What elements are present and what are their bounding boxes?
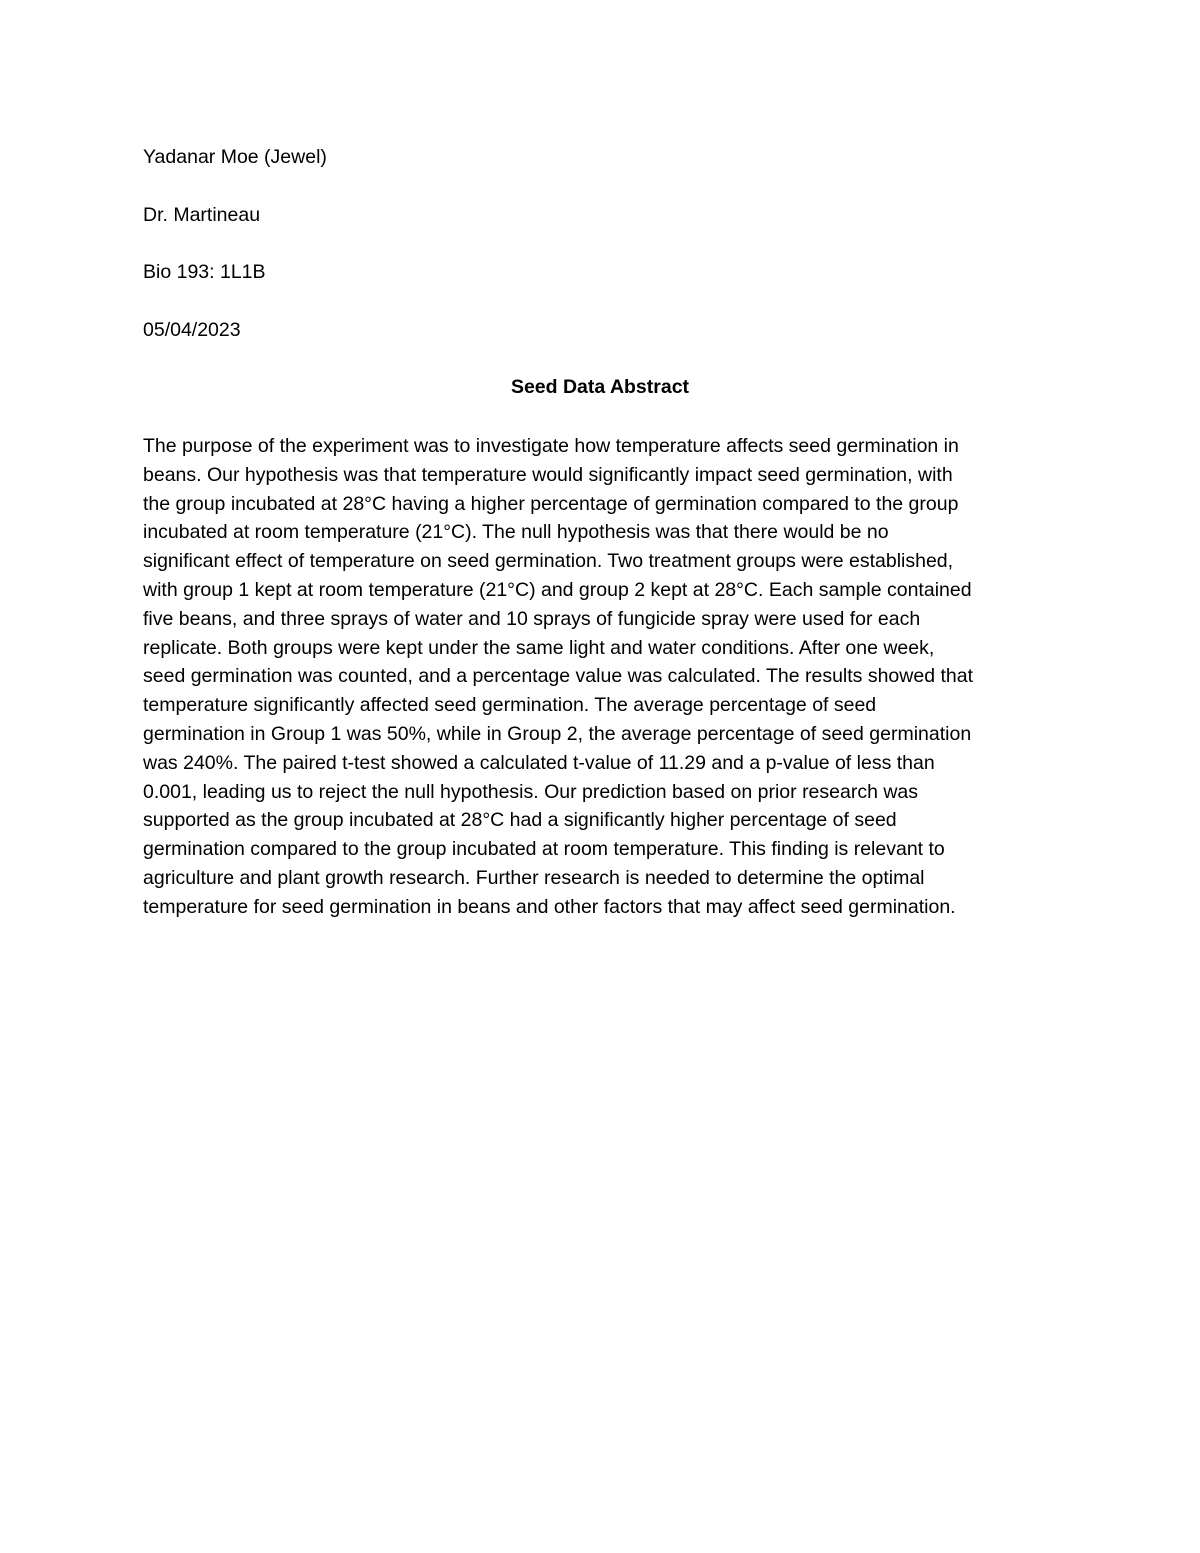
abstract-line: was 240%. The paired t-test showed a calculated t-value of 11.29 and a p-value of less than [143, 751, 935, 774]
abstract-paragraph [143, 432, 1058, 922]
abstract-line: supported as the group incubated at 28°C had a significantly higher percentage of seed [143, 809, 897, 832]
document-date: 05/04/2023 [143, 319, 241, 341]
abstract-line: replicate. Both groups were kept under the same light and water conditions. After one week, [143, 636, 935, 659]
course-code: Bio 193: 1L1B [143, 261, 266, 283]
abstract-line: incubated at room temperature (21°C). The null hypothesis was that there would be no [143, 521, 889, 544]
abstract-line: significant effect of temperature on seed germination. Two treatment groups were established, [143, 550, 954, 573]
abstract-line: agriculture and plant growth research. Further research is needed to determine the optimal [143, 866, 925, 889]
document-title: Seed Data Abstract [510, 376, 690, 398]
author-name: Yadanar Moe (Jewel) [143, 146, 327, 168]
instructor-name: Dr. Martineau [143, 204, 261, 226]
abstract-line: with group 1 kept at room temperature (21°C) and group 2 kept at 28°C. Each sample contained [143, 578, 972, 601]
abstract-line: 0.001, leading us to reject the null hypothesis. Our prediction based on prior research was [143, 780, 919, 803]
abstract-line: seed germination was counted, and a percentage value was calculated. The results showed that [143, 665, 973, 688]
abstract-line: beans. Our hypothesis was that temperature would significantly impact seed germination, with [143, 463, 953, 486]
abstract-line: five beans, and three sprays of water and 10 sprays of fungicide spray were used for each [143, 607, 921, 630]
abstract-line: germination compared to the group incubated at room temperature. This finding is relevant to [143, 838, 945, 861]
abstract-line: temperature for seed germination in beans and other factors that may affect seed germination. [143, 895, 956, 918]
abstract-line: temperature significantly affected seed germination. The average percentage of seed [143, 694, 877, 717]
abstract-line: the group incubated at 28°C having a higher percentage of germination compared to the group [143, 492, 959, 515]
abstract-line: The purpose of the experiment was to investigate how temperature affects seed germination in [143, 435, 959, 457]
abstract-line: germination in Group 1 was 50%, while in Group 2, the average percentage of seed germination [143, 722, 972, 745]
